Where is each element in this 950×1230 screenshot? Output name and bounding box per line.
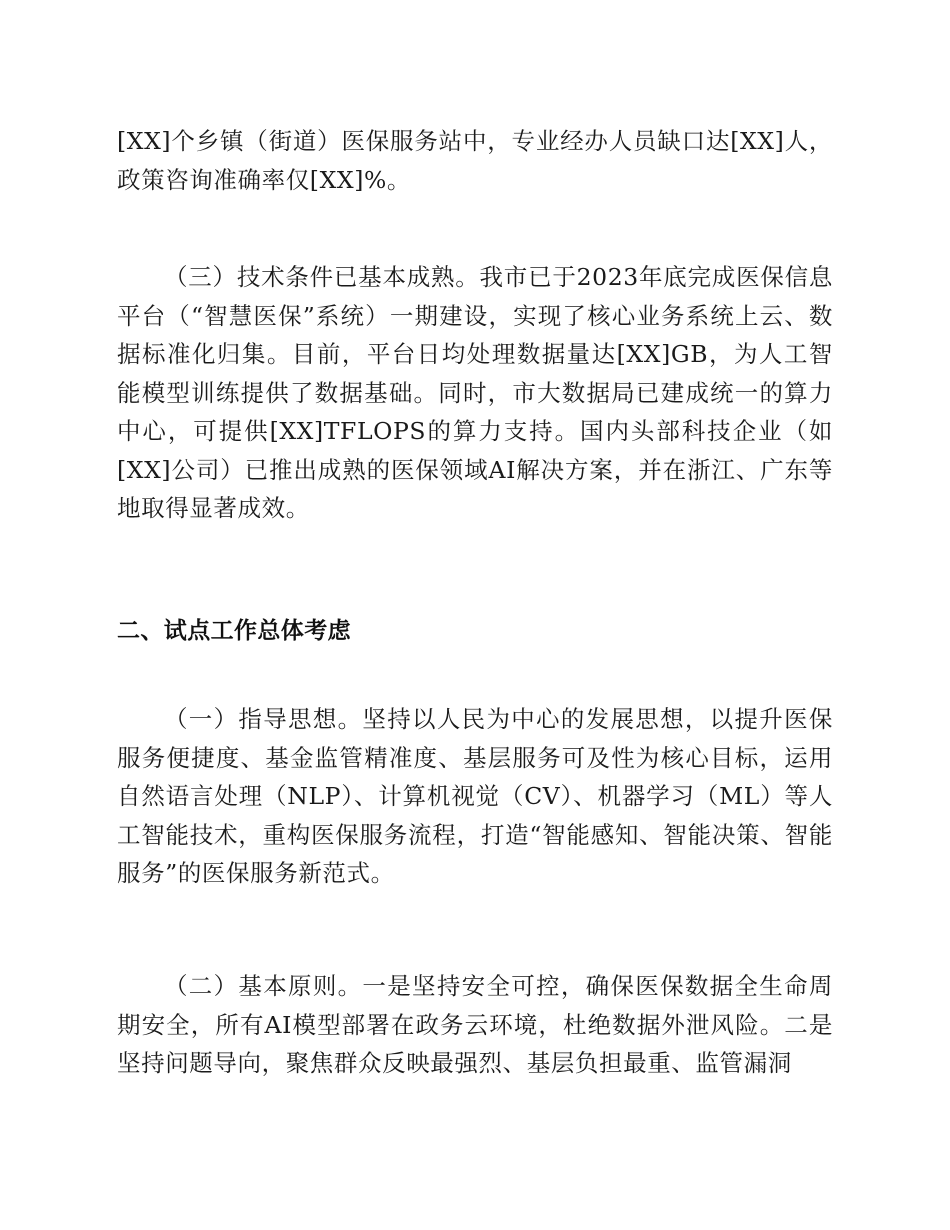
paragraph-continued: [XX]个乡镇（街道）医保服务站中，专业经办人员缺口达[XX]人，政策咨询准确率仅[XX]%。 bbox=[117, 127, 833, 194]
paragraph-basic-principles: （二）基本原则。一是坚持安全可控，确保医保数据全生命周期安全，所有AI模型部署在政务云环境，杜绝数据外泄风险。二是坚持问题导向，聚焦群众反映最强烈、基层负担最重、监管漏洞 bbox=[117, 972, 833, 1077]
paragraph-guiding-thought: （一）指导思想。坚持以人民为中心的发展思想，以提升医保服务便捷度、基金监管精准度、基层服务可及性为核心目标，运用自然语言处理（NLP）、计算机视觉（CV）、机器学习（ML）等人工智能技术，重构医保服务流程，打造“智能感知、智能决策、智能服务”的医保服务新范式。 bbox=[117, 705, 833, 887]
section-heading: 二、试点工作总体考虑 bbox=[117, 618, 351, 644]
paragraph-technical-conditions: （三）技术条件已基本成熟。我市已于2023年底完成医保信息平台（“智慧医保”系统）一期建设，实现了核心业务系统上云、数据标准化归集。目前，平台日均处理数据量达[XX]GB，为人工智能模型训练提供了数据基础。同时，市大数据局已建成统一的算力中心，可提供[XX]TFLOPS的算力支持。国内头部科技企业（如[XX]公司）已推出成熟的医保领域AI解决方案，并在浙江、广东等地取得显著成效。 bbox=[117, 263, 833, 522]
